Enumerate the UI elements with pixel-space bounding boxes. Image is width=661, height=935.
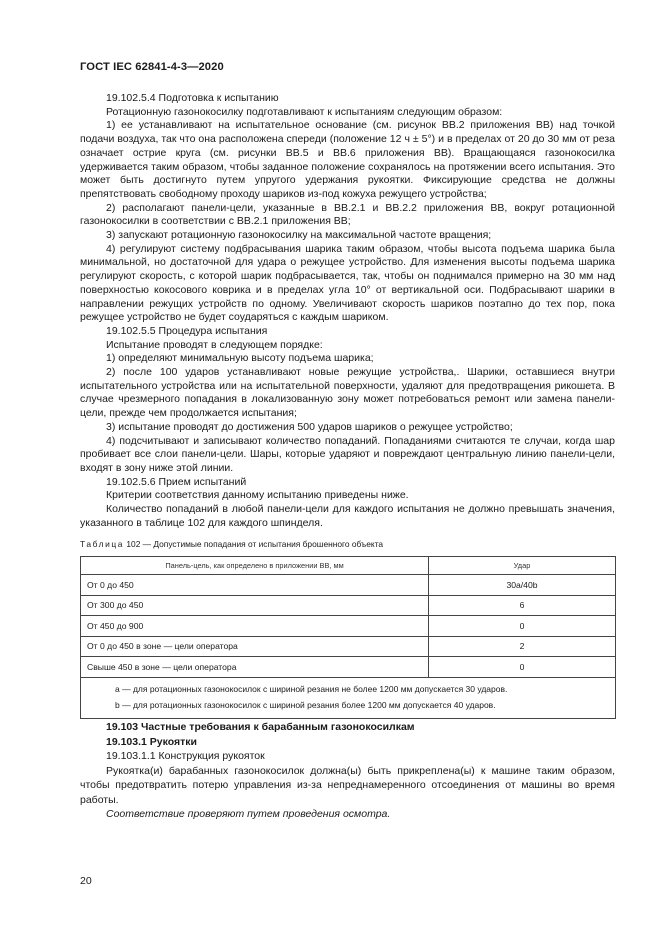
table-row — [81, 657, 616, 678]
table-cell-value: 0 — [429, 657, 616, 678]
drum-mower-section — [80, 720, 615, 822]
table-caption-label: Таблица — [80, 539, 125, 549]
paragraph: Ротационную газонокосилку подготавливают к испытаниям следующим образом: — [106, 105, 503, 118]
list-item: 2) располагают панели-цели, указанные в ВВ.2.1 и ВВ.2.2 приложения ВВ, вокруг ротационной газонокосилки в соответствии с ВВ.2.1 приложения ВВ; — [80, 201, 615, 228]
compliance-note: Соответствие проверяют путем проведения осмотра. — [106, 808, 391, 820]
list-item: 4) регулируют систему подбрасывания шарика таким образом, чтобы высота подъема шарика была минимальной, но достаточной для удара о режущее устройство. Для изменения высоты подъема шарика регулируют скорость, с которой шарик подбрасывается, так, чтобы он поднимался примерно на 30 мм над поверхностью кокосового коврика и в пределах угла 10° от вертикальной оси. Подбрасывают шарики в направлении режущих устройств по одному. Увеличивают скорость шариков поэтапно до тех пор, пока режущее устройство не будет соударяться с каждым шариком. — [80, 242, 615, 324]
subsection-heading: 19.102.5.4 Подготовка к испытанию — [106, 92, 279, 104]
document-title: ГОСТ IEC 62841-4-3—2020 — [80, 61, 224, 73]
subsection-heading: 19.102.5.5 Процедура испытания — [106, 324, 268, 337]
list-item: 2) после 100 ударов устанавливают новые режущие устройства,. Шарики, оставшиеся внутри испытательного устройства или на испытательной поверхности, удаляют для предотвращения рикошета. В случае чрезмерного попадания в локализованную зону может потребоваться ремонт или замена панели-цели, прежде чем продолжается испытания; — [80, 366, 615, 420]
subsection-heading: 19.103.1.1 Конструкция рукояток — [106, 750, 265, 762]
list-item: 1) определяют минимальную высоту подъема шарика; — [106, 352, 374, 365]
table-notes-row — [81, 677, 616, 718]
paragraph: Критерии соответствия данному испытанию приведены ниже. — [106, 489, 409, 502]
table-cell-value: 6 — [429, 595, 616, 616]
table-cell-range: От 0 до 450 в зоне — цели оператора — [81, 636, 429, 657]
table-footnote: a — для ротационных газонокосилок с шириной резания не более 1200 мм допускается 30 ударов. — [115, 683, 508, 694]
hits-table — [80, 556, 616, 719]
table-cell-range: От 450 до 900 — [81, 616, 429, 637]
paragraph: Рукоятка(и) барабанных газонокосилок должна(ы) быть прикреплена(ы) к машине таким образом, чтобы предотвратить потерю управления из-за непреднамеренного отсоединения от машины во время работы. — [80, 764, 615, 806]
table-row — [81, 595, 616, 616]
table-row — [81, 636, 616, 657]
body-text — [80, 92, 615, 531]
table-caption-text: 102 — Допустимые попадания от испытания брошенного объекта — [126, 539, 384, 549]
col-header-target-panel: Панель-цель, как определено в приложении ВВ, мм — [81, 557, 429, 575]
paragraph: Испытание проводят в следующем порядке: — [106, 338, 323, 351]
subsection-heading: 19.103.1 Рукоятки — [106, 735, 198, 748]
paragraph: Количество попаданий в любой панели-цели для каждого испытания не должно превышать значения, указанного в таблице 102 для каждого шпинделя. — [80, 503, 615, 529]
list-item: 3) запускают ротационную газонокосилку на максимальной частоте вращения; — [106, 229, 492, 242]
table-cell-value: 30a/40b — [429, 575, 616, 596]
section-heading: 19.103 Частные требования к барабанным газонокосилкам — [106, 721, 415, 733]
table-row — [81, 575, 616, 596]
table-caption — [80, 539, 383, 549]
table-notes — [81, 677, 616, 718]
table-cell-range: От 300 до 450 — [81, 595, 429, 616]
subsection-heading: 19.102.5.6 Прием испытаний — [106, 475, 247, 488]
table-cell-value: 2 — [429, 636, 616, 657]
list-item: 4) подсчитывают и записывают количество попаданий. Попаданиями считаются те случаи, когда шар пробивает все слои панели-цели. Шары, которые ударяют и повреждают центральную линию панели-цели, входят в зону ниже этой линии. — [80, 434, 615, 474]
col-header-hits: Удар — [429, 557, 616, 575]
table-row — [81, 616, 616, 637]
table-header-row — [81, 557, 616, 575]
list-item: 1) ее устанавливают на испытательное основание (см. рисунок ВВ.2 приложения ВВ) над точкой подачи воздуха, так что она расположена спереди (положение 12 ч ± 5°) и в пределах от 20 до 30 мм от реза означает острие круга (см. рисунки ВВ.5 и ВВ.6 приложения ВВ). Вращающаяся газонокосилка удерживается таким образом, чтобы заданное положение сохранялось на протяжении всего испытания. Это может быть достигнуто путем упругого удержания рукоятки. Фиксирующие средства не должны препятствовать свободному проходу шариков из-под кожуха режущего устройства; — [80, 119, 615, 200]
list-item: 3) испытание проводят до достижения 500 ударов шариков о режущее устройство; — [106, 420, 513, 433]
table-cell-range: Свыше 450 в зоне — цели оператора — [81, 657, 429, 678]
page-number: 20 — [80, 875, 92, 887]
table-footnote: b — для ротационных газонокосилок с шириной резания более 1200 мм допускается 40 ударов. — [115, 700, 496, 710]
table-cell-value: 0 — [429, 616, 616, 637]
table-cell-range: От 0 до 450 — [81, 575, 429, 596]
